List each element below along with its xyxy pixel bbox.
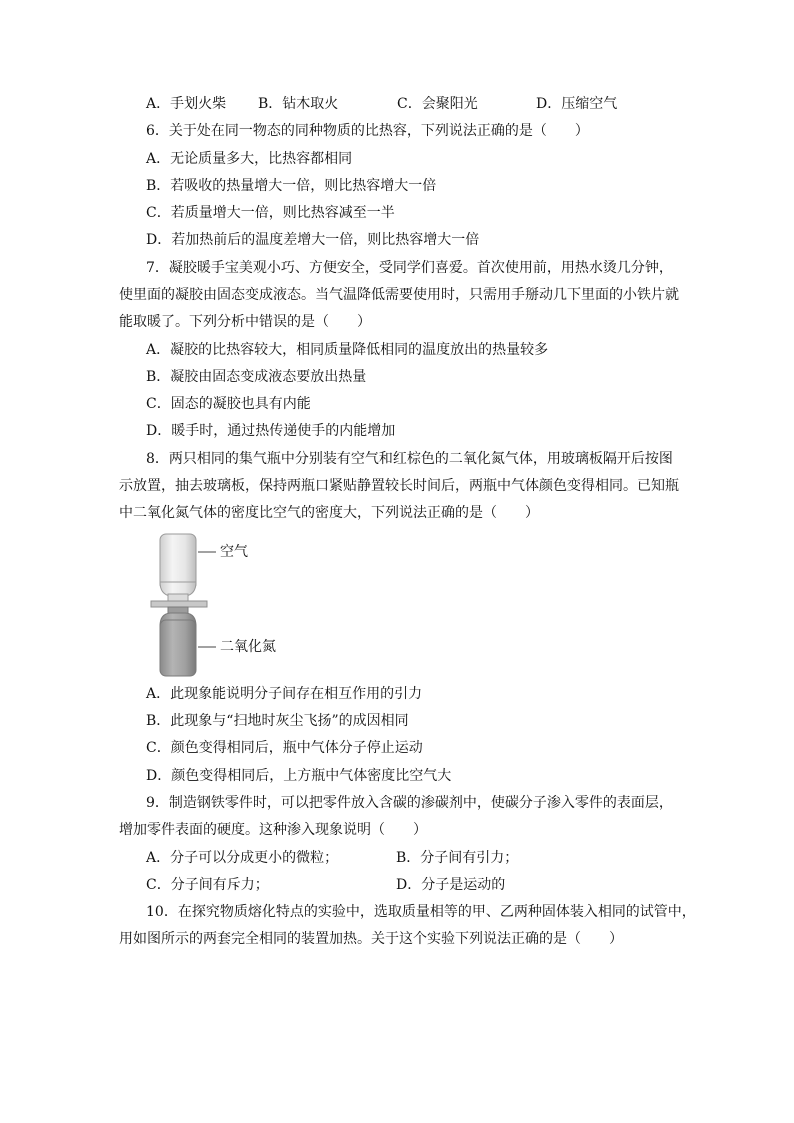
q8-stem-line-1: 8．两只相同的集气瓶中分别装有空气和红棕色的二氧化氮气体，用玻璃板隔开后按图 xyxy=(146,451,673,467)
q5-option-a: A．手划火柴 xyxy=(146,96,227,112)
gas-jar-figure xyxy=(146,532,346,680)
q8-option-a: A．此现象能说明分子间存在相互作用的引力 xyxy=(146,686,423,702)
q7-stem-line-3: 能取暖了。下列分析中错误的是（ ） xyxy=(119,314,371,330)
q9-option-d: D．分子是运动的 xyxy=(396,877,506,893)
q8-option-d: D．颜色变得相同后，上方瓶中气体密度比空气大 xyxy=(146,768,452,784)
q8-option-b: B．此现象与“扫地时灰尘飞扬”的成因相同 xyxy=(146,713,409,729)
label-nitrogen-dioxide: 二氧化氮 xyxy=(220,639,276,655)
q7-option-b: B．凝胶由固态变成液态要放出热量 xyxy=(146,369,367,385)
label-air: 空气 xyxy=(220,544,248,560)
q5-option-b: B．钻木取火 xyxy=(258,96,339,112)
q8-stem-line-3: 中二氧化氮气体的密度比空气的密度大，下列说法正确的是（ ） xyxy=(119,505,539,521)
q6-option-a: A．无论质量多大，比热容都相同 xyxy=(146,151,353,167)
q5-option-c: C．会聚阳光 xyxy=(397,96,478,112)
q8-stem-line-2: 示放置，抽去玻璃板，保持两瓶口紧贴静置较长时间后，两瓶中气体颜色变得相同。已知瓶 xyxy=(119,478,679,494)
q6-option-c: C．若质量增大一倍，则比热容减至一半 xyxy=(146,205,395,221)
q5-option-d: D．压缩空气 xyxy=(536,96,618,112)
q6-stem: 6．关于处在同一物态的同种物质的比热容，下列说法正确的是（ ） xyxy=(146,123,589,139)
q7-option-c: C．固态的凝胶也具有内能 xyxy=(146,396,311,412)
q10-stem-line-2: 用如图所示的两套完全相同的装置加热。关于这个实验下列说法正确的是（ ） xyxy=(119,931,623,947)
q9-stem-line-1: 9．制造钢铁零件时，可以把零件放入含碳的渗碳剂中，使碳分子渗入零件的表面层， xyxy=(146,795,673,811)
q9-stem-line-2: 增加零件表面的硬度。这种渗入现象说明（ ） xyxy=(119,822,427,838)
q8-option-c: C．颜色变得相同后，瓶中气体分子停止运动 xyxy=(146,740,423,756)
q7-option-a: A．凝胶的比热容较大，相同质量降低相同的温度放出的热量较多 xyxy=(146,342,549,358)
q9-option-c: C．分子间有斥力； xyxy=(146,877,269,893)
q9-option-b: B．分子间有引力； xyxy=(396,850,519,866)
q6-option-d: D．若加热前后的温度差增大一倍，则比热容增大一倍 xyxy=(146,232,480,248)
q10-stem-line-1: 10．在探究物质熔化特点的实验中，选取质量相等的甲、乙两种固体装入相同的试管中， xyxy=(146,904,696,920)
q7-option-d: D．暖手时，通过热传递使手的内能增加 xyxy=(146,423,396,439)
q6-option-b: B．若吸收的热量增大一倍，则比热容增大一倍 xyxy=(146,178,437,194)
q7-stem-line-2: 使里面的凝胶由固态变成液态。当气温降低需要使用时，只需用手掰动几下里面的小铁片就 xyxy=(119,287,679,303)
q7-stem-line-1: 7．凝胶暖手宝美观小巧、方便安全，受同学们喜爱。首次使用前，用热水烫几分钟， xyxy=(146,260,673,276)
q9-option-a: A．分子可以分成更小的微粒； xyxy=(146,850,339,866)
